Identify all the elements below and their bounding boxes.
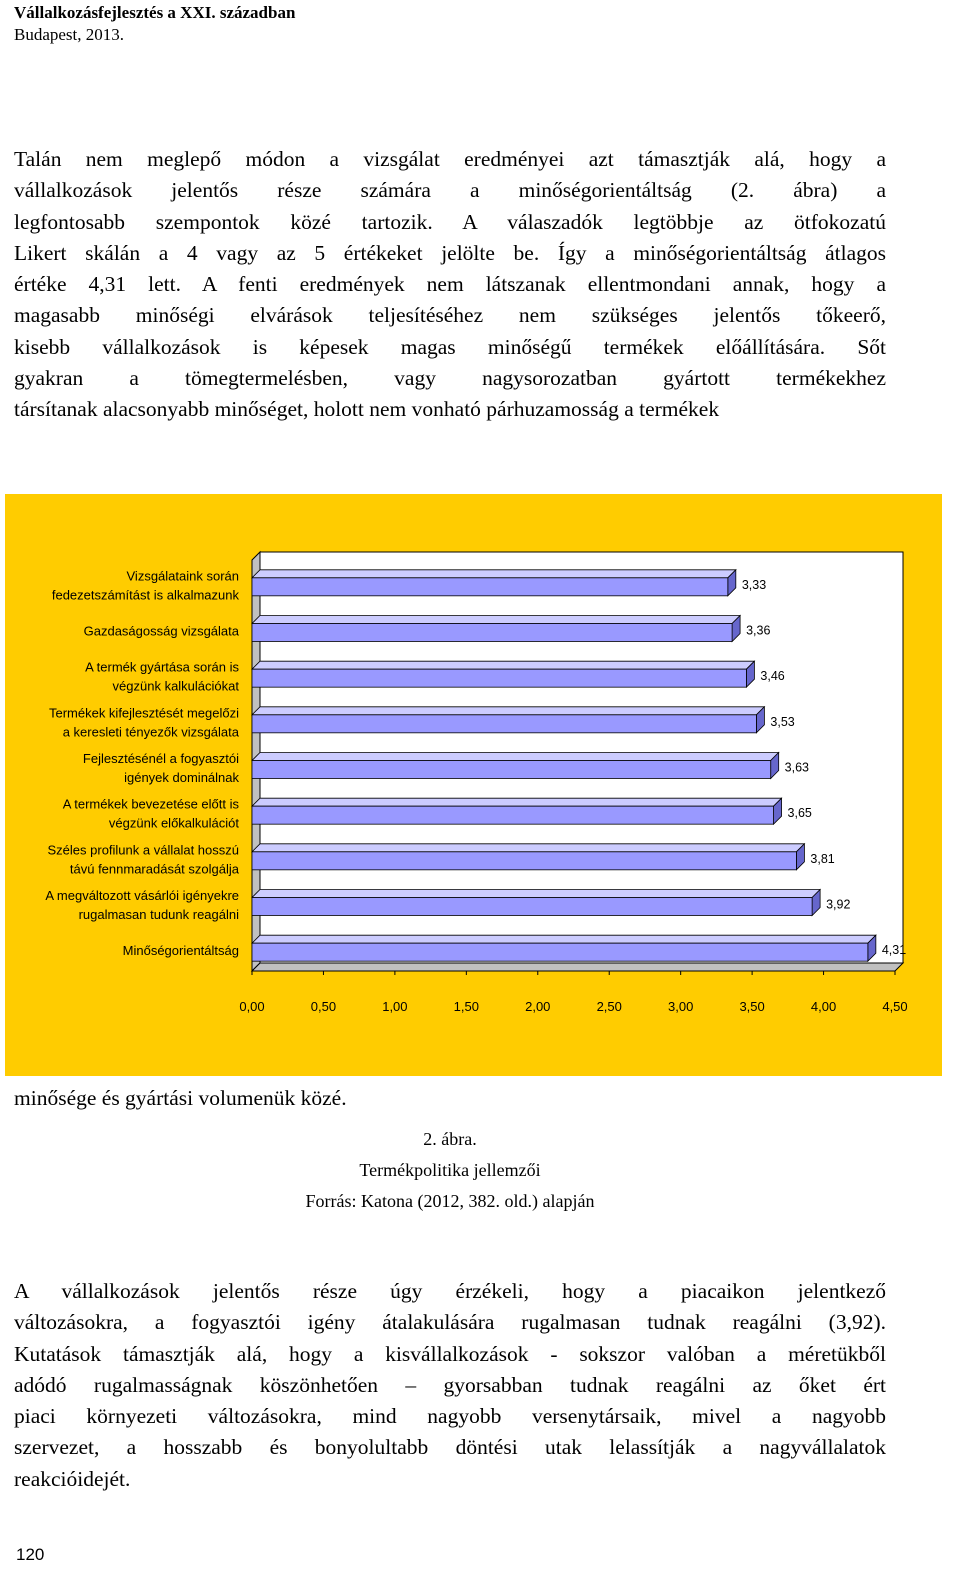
bar-top-face xyxy=(252,707,764,715)
figure-source: Forrás: Katona (2012, 382. old.) alapján xyxy=(305,1191,595,1211)
paragraph-1-line: vállalkozások jelentős része számára a minőségorientáltság (2. ábra) a xyxy=(14,178,886,203)
bar xyxy=(252,624,732,642)
figure-caption xyxy=(0,1124,900,1217)
data-label: 3,36 xyxy=(746,623,771,638)
paragraph-1-line: Talán nem meglepő módon a vizsgálat eredményei azt támasztják alá, hogy a xyxy=(14,147,886,171)
header-title: Vállalkozásfejlesztés a XXI. században xyxy=(14,3,296,22)
bar-top-face xyxy=(252,753,779,761)
bar-top-face xyxy=(252,661,754,669)
plot-floor xyxy=(252,963,903,971)
x-tick-label: 4,50 xyxy=(882,999,908,1014)
x-tick-label: 1,50 xyxy=(453,999,479,1014)
data-label: 4,31 xyxy=(881,943,907,958)
data-label: 3,65 xyxy=(787,806,812,821)
category-label: Széles profilunk a vállalat hosszú xyxy=(47,842,239,858)
x-tick-label: 1,00 xyxy=(382,999,408,1014)
x-tick-label: 0,50 xyxy=(310,999,337,1014)
data-label: 3,92 xyxy=(826,897,851,912)
chart-container xyxy=(5,494,942,1076)
data-label: 3,63 xyxy=(784,760,810,775)
bar xyxy=(252,669,746,687)
x-tick-label: 2,50 xyxy=(596,999,622,1014)
paragraph-1-line: legfontosabb szempontok közé tartozik. A válaszadók legtöbbje az ötfokozatú xyxy=(14,209,886,234)
category-label: végzünk kalkulációkat xyxy=(112,678,239,694)
paragraph-2-line: változásokra, a fogyasztói igény átalakulására rugalmasan tudnak reagálni (3,92). xyxy=(14,1310,886,1335)
paragraph-2-line: adódó rugalmasságnak köszönhetően – gyorsabban tudnak reagálni az őket ért xyxy=(14,1372,886,1397)
category-label: a keresleti tényezők vizsgálata xyxy=(62,724,239,740)
bar xyxy=(252,943,868,961)
category-label: Gazdaságosság vizsgálata xyxy=(83,623,239,639)
x-tick-label: 2,00 xyxy=(525,999,551,1014)
bar xyxy=(252,715,756,733)
category-label: Fejlesztésénél a fogyasztói xyxy=(82,751,239,766)
category-label: rugalmasan tudunk reagálni xyxy=(78,907,239,922)
paragraph-2-line: reakcióidejét. xyxy=(14,1466,131,1491)
bar-top-face xyxy=(252,570,736,578)
category-label: A megváltozott vásárlói igényekre xyxy=(45,888,239,903)
page-header xyxy=(14,2,295,46)
paragraph-2 xyxy=(14,1276,886,1495)
bar-top-face xyxy=(252,798,782,806)
category-label: fedezetszámítást is alkalmazunk xyxy=(51,587,239,603)
bar-top-face xyxy=(252,616,740,624)
x-tick-label: 3,00 xyxy=(668,999,694,1014)
x-tick-label: 3,50 xyxy=(739,999,765,1014)
x-tick-label: 4,00 xyxy=(810,999,837,1014)
paragraph-1 xyxy=(14,144,886,426)
page-number: 120 xyxy=(16,1545,45,1564)
header-subtitle: Budapest, 2013. xyxy=(14,25,125,44)
product-policy-bar-chart xyxy=(5,494,942,1076)
category-label: igények dominálnak xyxy=(124,770,239,785)
bar-top-face xyxy=(252,844,804,852)
bar xyxy=(252,578,728,596)
category-label: A termékek bevezetése előtt is xyxy=(62,796,239,812)
category-label: Minőségorientáltság xyxy=(122,943,239,959)
category-label: végzünk előkalkulációt xyxy=(108,815,239,831)
paragraph-1-line: értéke 4,31 lett. A fenti eredmények nem látszanak ellentmondani annak, hogy a xyxy=(14,272,886,297)
figure-title: Termékpolitika jellemzői xyxy=(359,1160,541,1180)
paragraph-1-line: társítanak alacsonyabb minőséget, holott nem vonható párhuzamosság a termékek xyxy=(14,397,720,422)
category-label: Vizsgálataink során xyxy=(126,568,239,584)
figure-number: 2. ábra. xyxy=(423,1129,477,1149)
paragraph-1-line: kisebb vállalkozások is képesek magas minőségű termékek előállítására. Sőt xyxy=(14,334,886,359)
data-label: 3,53 xyxy=(770,714,795,729)
data-label: 3,46 xyxy=(760,669,785,684)
paragraph-2-line: A vállalkozások jelentős része úgy érzékeli, hogy a piacaikon jelentkező xyxy=(14,1279,886,1303)
data-label: 3,33 xyxy=(741,577,767,592)
bar xyxy=(252,761,771,779)
bar xyxy=(252,898,812,916)
bar-top-face xyxy=(252,935,876,943)
data-label: 3,81 xyxy=(810,851,835,866)
category-label: A termék gyártása során is xyxy=(85,659,239,675)
paragraph-1-line: gyakran a tömegtermelésben, vagy nagysorozatban gyártott termékekhez xyxy=(14,366,886,391)
paragraph-2-line: szervezet, a hosszabb és bonyolultabb döntési utak lelassítják a nagyvállalatok xyxy=(14,1435,886,1460)
paragraph-1-line: magasabb minőségi elvárások teljesítéséhez nem szükséges jelentős tőkeerő, xyxy=(14,303,886,328)
x-tick-label: 0,00 xyxy=(239,999,265,1014)
category-label: Termékek kifejlesztését megelőzi xyxy=(48,705,239,721)
bar xyxy=(252,806,774,824)
bar xyxy=(252,852,796,870)
bar-top-face xyxy=(252,890,820,898)
paragraph-1-continuation: minősége és gyártási volumenük közé. xyxy=(14,1086,347,1110)
paragraph-2-line: piaci környezeti változásokra, mind nagyobb versenytársaik, mivel a nagyobb xyxy=(14,1404,886,1429)
paragraph-2-line: Kutatások támasztják alá, hogy a kisvállalkozások - sokszor valóban a méretükből xyxy=(14,1341,886,1366)
paragraph-1-line: Likert skálán a 4 vagy az 5 értékeket jelölte be. Így a minőségorientáltság átlagos xyxy=(14,240,886,265)
category-label: távú fennmaradását szolgálja xyxy=(69,861,239,877)
